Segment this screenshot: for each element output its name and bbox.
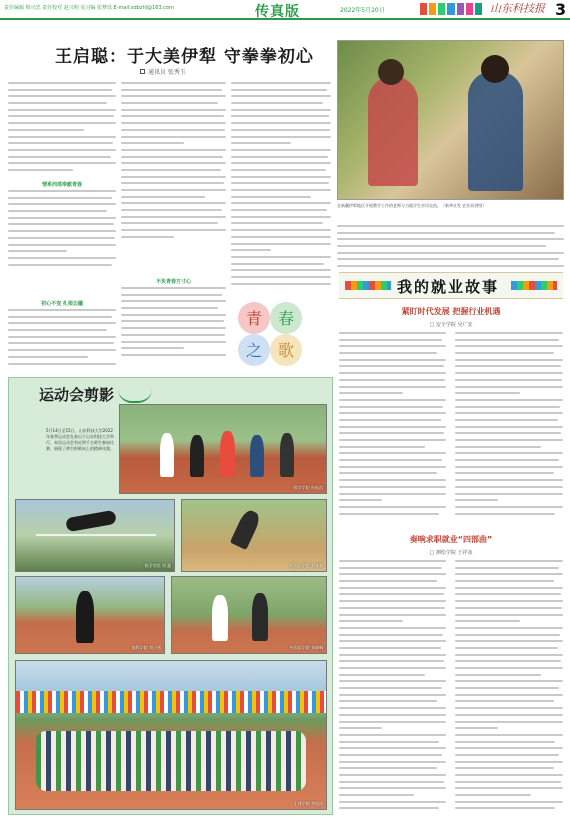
article-column-1c <box>8 309 116 373</box>
youth-emblem <box>234 298 306 370</box>
sports-photo-track-race <box>119 404 327 494</box>
title-decoration <box>118 389 152 403</box>
emblem-char: 歌 <box>277 341 295 360</box>
stripe-block <box>466 3 473 15</box>
photo-credit: 外国语学院 刘晓琳 <box>289 645 323 650</box>
photo-credit: 数学学院 孙振浩 <box>293 485 323 490</box>
byline-text: 通讯员 张秀玉 <box>148 69 186 76</box>
article-column-2b <box>121 287 226 373</box>
emblem-char: 青 <box>245 309 263 328</box>
stadium-crowd <box>16 691 326 713</box>
article-byline <box>140 67 186 76</box>
article-subhead: 不负青春方寸心 <box>155 279 191 285</box>
emblem-char: 之 <box>245 341 263 360</box>
stripe-block <box>457 3 464 15</box>
stripe-block <box>429 3 436 15</box>
article-subhead: 情系西部奉献青春 <box>41 182 82 188</box>
article-2-byline: □ 安全学院 吴广安 <box>429 322 473 328</box>
jumper <box>230 508 262 550</box>
photo-caption: 在新疆伊犁地区开展教学工作的老师与当地学生亲切交流。（新华社发 农业局供图） <box>337 203 487 208</box>
article-3-column-1 <box>339 560 446 816</box>
stripe-block <box>438 3 445 15</box>
stripe-block <box>420 3 427 15</box>
article-column-3 <box>231 82 331 292</box>
runner <box>190 435 204 477</box>
photo-person-left <box>368 76 418 186</box>
sports-photo-sprint <box>15 576 165 654</box>
runner <box>252 593 268 641</box>
sports-section-title <box>39 384 152 405</box>
sports-photo-relay <box>171 576 327 654</box>
page-header <box>0 0 570 20</box>
high-jump-bar <box>36 534 156 536</box>
page-number: 3 <box>555 0 567 19</box>
article-2-column-1 <box>339 332 446 527</box>
masthead-logo: 山东科技报 <box>490 2 545 15</box>
article-subhead: 初心不变 扎根边疆 <box>41 301 83 307</box>
article-3-column-2 <box>455 560 563 816</box>
article-2-column-2 <box>455 332 563 527</box>
issue-date: 2022年5月20日 <box>340 7 385 14</box>
stripe-block <box>447 3 454 15</box>
sports-photo-section <box>8 377 333 815</box>
banner-bar-right <box>511 281 557 290</box>
sports-title-text: 运动会剪影 <box>39 386 115 404</box>
photo-head-left <box>378 59 404 85</box>
color-stripe <box>420 3 482 15</box>
sports-photo-high-jump <box>15 499 175 572</box>
article-3-byline: □ 测绘学院 王祥冰 <box>429 550 473 556</box>
emblem-char: 春 <box>277 309 295 328</box>
jumper <box>65 510 117 532</box>
article-column-1b <box>8 190 116 280</box>
article-column-4b <box>337 225 564 275</box>
article-2-title: 紧盯时代发展 把握行业机遇 <box>401 307 501 316</box>
runner <box>212 595 228 641</box>
runner <box>160 433 174 477</box>
section-banner-title: 我的就业故事 <box>397 278 500 296</box>
sports-photo-ceremony <box>15 660 327 810</box>
banner-bar-left <box>345 281 391 290</box>
main-article-photo <box>337 40 564 200</box>
runner <box>76 591 94 643</box>
photo-credit: 外国语学院 刘雅琳 <box>289 563 323 568</box>
photo-credit: 土建学院 李国清 <box>293 801 323 806</box>
runner <box>280 433 294 477</box>
sports-intro-note: 5月14日至15日，山东科技大学2022年春季运动会在泰山下山东科技大学举行，本次运动会有近两千名师生参加比赛，展现了师生积极向上的精神风貌。 <box>46 428 114 451</box>
runner <box>220 431 235 477</box>
runner <box>250 435 264 477</box>
marching-group <box>36 731 306 791</box>
sports-photo-long-jump <box>181 499 327 572</box>
stripe-block <box>475 3 482 15</box>
editor-meta: 责任编辑 韩兴忠 责任校对 赵兴明 实习编 张梦瑶 E-mail:sdbzhl@163.com <box>4 5 174 11</box>
article-column-2 <box>121 82 226 272</box>
article-headline: 王启聪：于大美伊犁 守拳拳初心 <box>55 47 314 67</box>
photo-head-right <box>481 55 509 83</box>
photo-credit: 数学学院 刘 鑫 <box>144 563 171 568</box>
section-banner <box>339 272 563 299</box>
article-3-title: 奏响求职就业“四部曲” <box>409 535 493 544</box>
edition-name: 传真版 <box>255 4 300 20</box>
photo-person-right <box>468 71 523 191</box>
photo-credit: 地科学院 刘子函 <box>131 645 161 650</box>
byline-box-icon <box>140 69 145 74</box>
